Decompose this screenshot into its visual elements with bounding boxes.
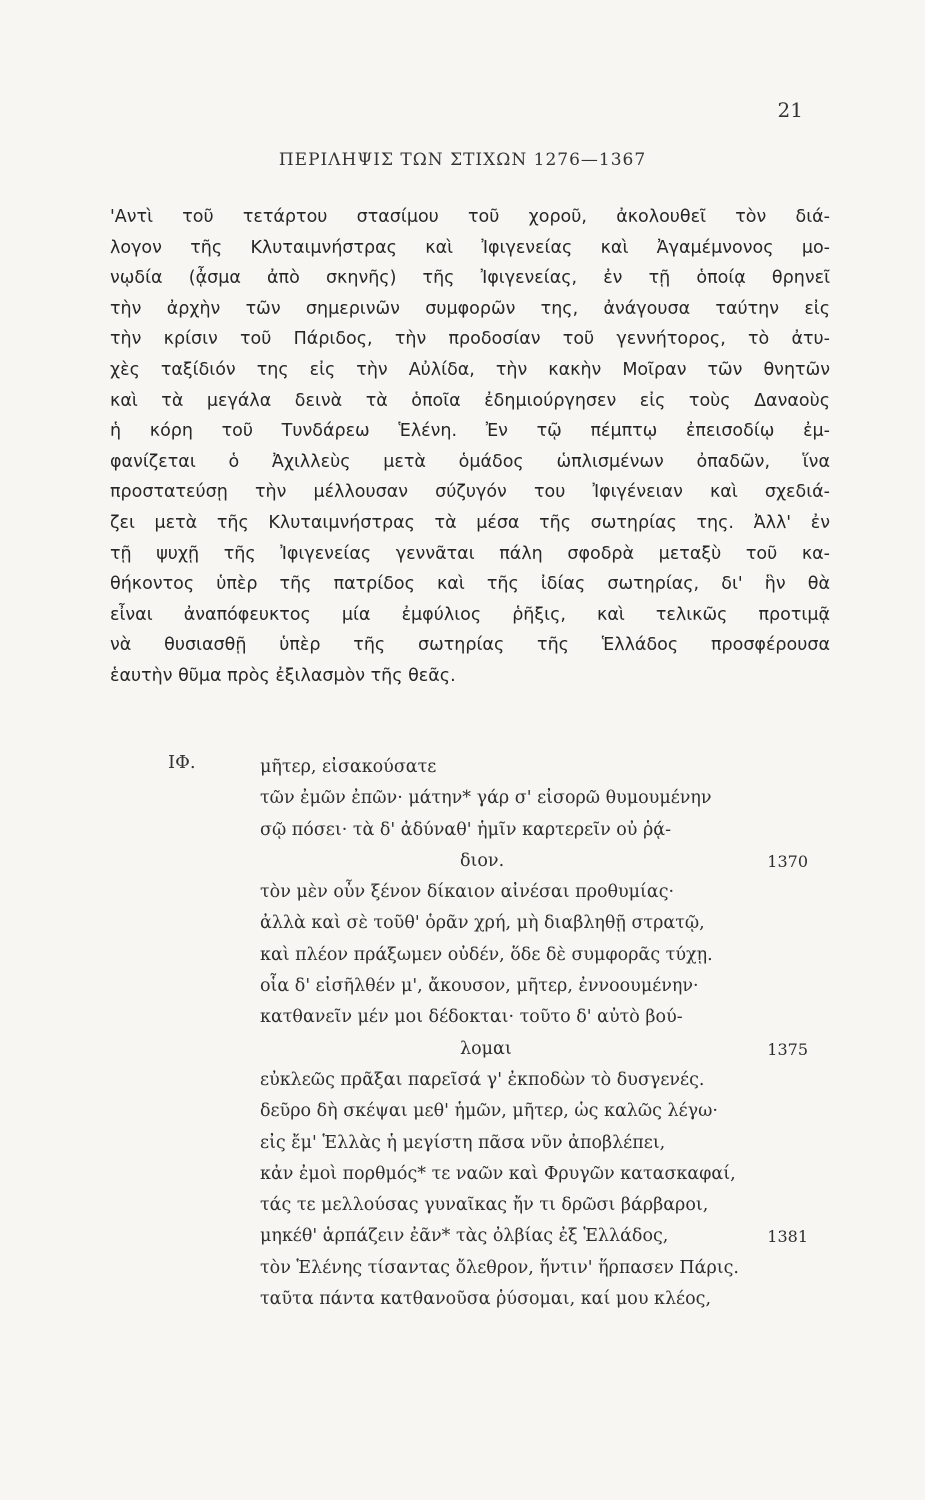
page-number: 21 bbox=[777, 98, 803, 122]
verse-text: διον. bbox=[460, 850, 505, 871]
verse-text: εὐκλεῶς πρᾶξαι παρεῖσά γ' ἐκποδὼν τὸ δυσγενές. bbox=[260, 1069, 705, 1090]
verse-line bbox=[260, 815, 820, 846]
page-heading: ΠΕΡΙΛΗΨΙΣ ΤΩΝ ΣΤΙΧΩΝ 1276—1367 bbox=[278, 150, 647, 170]
verse-text: κατθανεῖν μέν μοι δέδοκται· τοῦτο δ' αὐτὸ βού- bbox=[260, 1007, 683, 1028]
verse-text: δεῦρο δὴ σκέψαι μεθ' ἡμῶν, μῆτερ, ὡς καλῶς λέγω· bbox=[260, 1101, 718, 1122]
verse-line bbox=[260, 971, 820, 1002]
summary-line: ἡ κόρη τοῦ Τυνδάρεω Ἑλένη. Ἐν τῷ πέμπτῳ ἐπεισοδίῳ ἐμ- bbox=[110, 421, 830, 442]
verse-text: τὸν Ἑλένης τίσαντας ὄλεθρον, ἥντιν' ἥρπασεν Πάρις. bbox=[260, 1257, 739, 1278]
line-number: 1375 bbox=[767, 1039, 808, 1059]
summary-line: νὰ θυσιασθῇ ὑπὲρ τῆς σωτηρίας τῆς Ἑλλάδος προσφέρουσα bbox=[110, 635, 830, 656]
verse-text: μῆτερ, εἰσακούσατε bbox=[260, 757, 437, 777]
verse-text: τάς τε μελλούσας γυναῖκας ἤν τι δρῶσι βάρβαροι, bbox=[260, 1195, 709, 1216]
summary-line: ἑαυτὴν θῦμα πρὸς ἐξιλασμὸν τῆς θεᾶς. bbox=[110, 665, 456, 686]
summary-line: τὴν κρίσιν τοῦ Πάριδος, τὴν προδοσίαν τοῦ γεννήτορος, τὸ ἀτυ- bbox=[110, 329, 830, 350]
verse-line bbox=[260, 877, 820, 908]
verse-text: καὶ πλέον πράξωμεν οὐδέν, ὅδε δὲ συμφορᾶς τύχῃ. bbox=[260, 944, 713, 965]
summary-line: χὲς ταξίδιόν της εἰς τὴν Αὐλίδα, τὴν κακὴν Μοῖραν τῶν θνητῶν bbox=[110, 359, 830, 380]
verse-block bbox=[260, 752, 820, 1315]
verse-text: λομαι bbox=[460, 1038, 512, 1059]
summary-line: 'Αντὶ τοῦ τετάρτου στασίμου τοῦ χοροῦ, ἀκολουθεῖ τὸν διά- bbox=[110, 207, 830, 227]
summary-paragraph bbox=[110, 202, 830, 692]
verse-text: τὸν μὲν οὖν ξένον δίκαιον αἰνέσαι προθυμίας· bbox=[260, 882, 675, 903]
verse-text: μηκέθ' ἁρπάζειν ἐᾶν* τὰς ὀλβίας ἐξ Ἑλλάδος, bbox=[260, 1226, 669, 1247]
verse-line bbox=[260, 1128, 820, 1159]
line-number: 1370 bbox=[767, 851, 808, 871]
verse-line bbox=[260, 1284, 820, 1315]
verse-line bbox=[260, 752, 820, 783]
verse-line bbox=[260, 940, 820, 971]
summary-line: προστατεύσῃ τὴν μέλλουσαν σύζυγόν του Ἰφιγένειαν καὶ σχεδιά- bbox=[110, 482, 830, 503]
summary-line: λογον τῆς Κλυταιμνήστρας καὶ Ἰφιγενείας καὶ Ἀγαμέμνονος μο- bbox=[110, 237, 830, 258]
verse-text: οἷα δ' εἰσῆλθέν μ', ἄκουσον, μῆτερ, ἐννοουμένην· bbox=[260, 976, 699, 997]
summary-line: τὴν ἀρχὴν τῶν σημερινῶν συμφορῶν της, ἀνάγουσα ταύτην εἰς bbox=[110, 298, 830, 319]
verse-line bbox=[260, 1065, 820, 1096]
verse-line bbox=[260, 846, 820, 877]
summary-line: τῇ ψυχῇ τῆς Ἰφιγενείας γεννᾶται πάλη σφοδρὰ μεταξὺ τοῦ κα- bbox=[110, 543, 830, 564]
verse-line bbox=[260, 1190, 820, 1221]
verse-line bbox=[260, 1096, 820, 1127]
verse-line bbox=[260, 1034, 820, 1065]
verse-line bbox=[260, 1159, 820, 1190]
verse-line bbox=[260, 1253, 820, 1284]
verse-line bbox=[260, 783, 820, 814]
verse-text: σῷ πόσει· τὰ δ' ἀδύναθ' ἡμῖν καρτερεῖν οὐ ῥᾴ- bbox=[260, 819, 672, 840]
verse-text: ταῦτα πάντα κατθανοῦσα ῥύσομαι, καί μου κλέος, bbox=[260, 1289, 712, 1310]
summary-line: ζει μετὰ τῆς Κλυταιμνήστρας τὰ μέσα τῆς σωτηρίας της. Ἀλλ' ἐν bbox=[110, 512, 830, 533]
verse-text: ἀλλὰ καὶ σὲ τοῦθ' ὁρᾶν χρή, μὴ διαβληθῇ στρατῷ, bbox=[260, 913, 705, 934]
verse-line bbox=[260, 1221, 820, 1252]
summary-line: νῳδία (ᾆσμα ἀπὸ σκηνῆς) τῆς Ἰφιγενείας, ἐν τῇ ὁποίᾳ θρηνεῖ bbox=[110, 268, 830, 289]
summary-line: εἶναι ἀναπόφευκτος μία ἐμφύλιος ῥῆξις, καὶ τελικῶς προτιμᾷ bbox=[110, 604, 830, 625]
line-number: 1381 bbox=[767, 1227, 808, 1247]
verse-line bbox=[260, 1002, 820, 1033]
speaker-label: ΙΦ. bbox=[168, 752, 196, 773]
verse-text: κἀν ἐμοὶ πορθμός* τε ναῶν καὶ Φρυγῶν κατασκαφαί, bbox=[260, 1163, 736, 1184]
summary-line: θήκοντος ὑπὲρ τῆς πατρίδος καὶ τῆς ἰδίας σωτηρίας, δι' ἣν θὰ bbox=[110, 574, 830, 595]
verse-text: εἰς ἔμ' Ἑλλὰς ἡ μεγίστη πᾶσα νῦν ἀποβλέπει, bbox=[260, 1132, 666, 1153]
verse-text: τῶν ἐμῶν ἐπῶν· μάτην* γάρ σ' εἰσορῶ θυμουμένην bbox=[260, 788, 712, 809]
summary-line: καὶ τὰ μεγάλα δεινὰ τὰ ὁποῖα ἐδημιούργησεν εἰς τοὺς Δαναοὺς bbox=[110, 390, 830, 411]
summary-line: φανίζεται ὁ Ἀχιλλεὺς μετὰ ὁμάδος ὡπλισμένων ὀπαδῶν, ἵνα bbox=[110, 451, 830, 472]
verse-line bbox=[260, 908, 820, 939]
